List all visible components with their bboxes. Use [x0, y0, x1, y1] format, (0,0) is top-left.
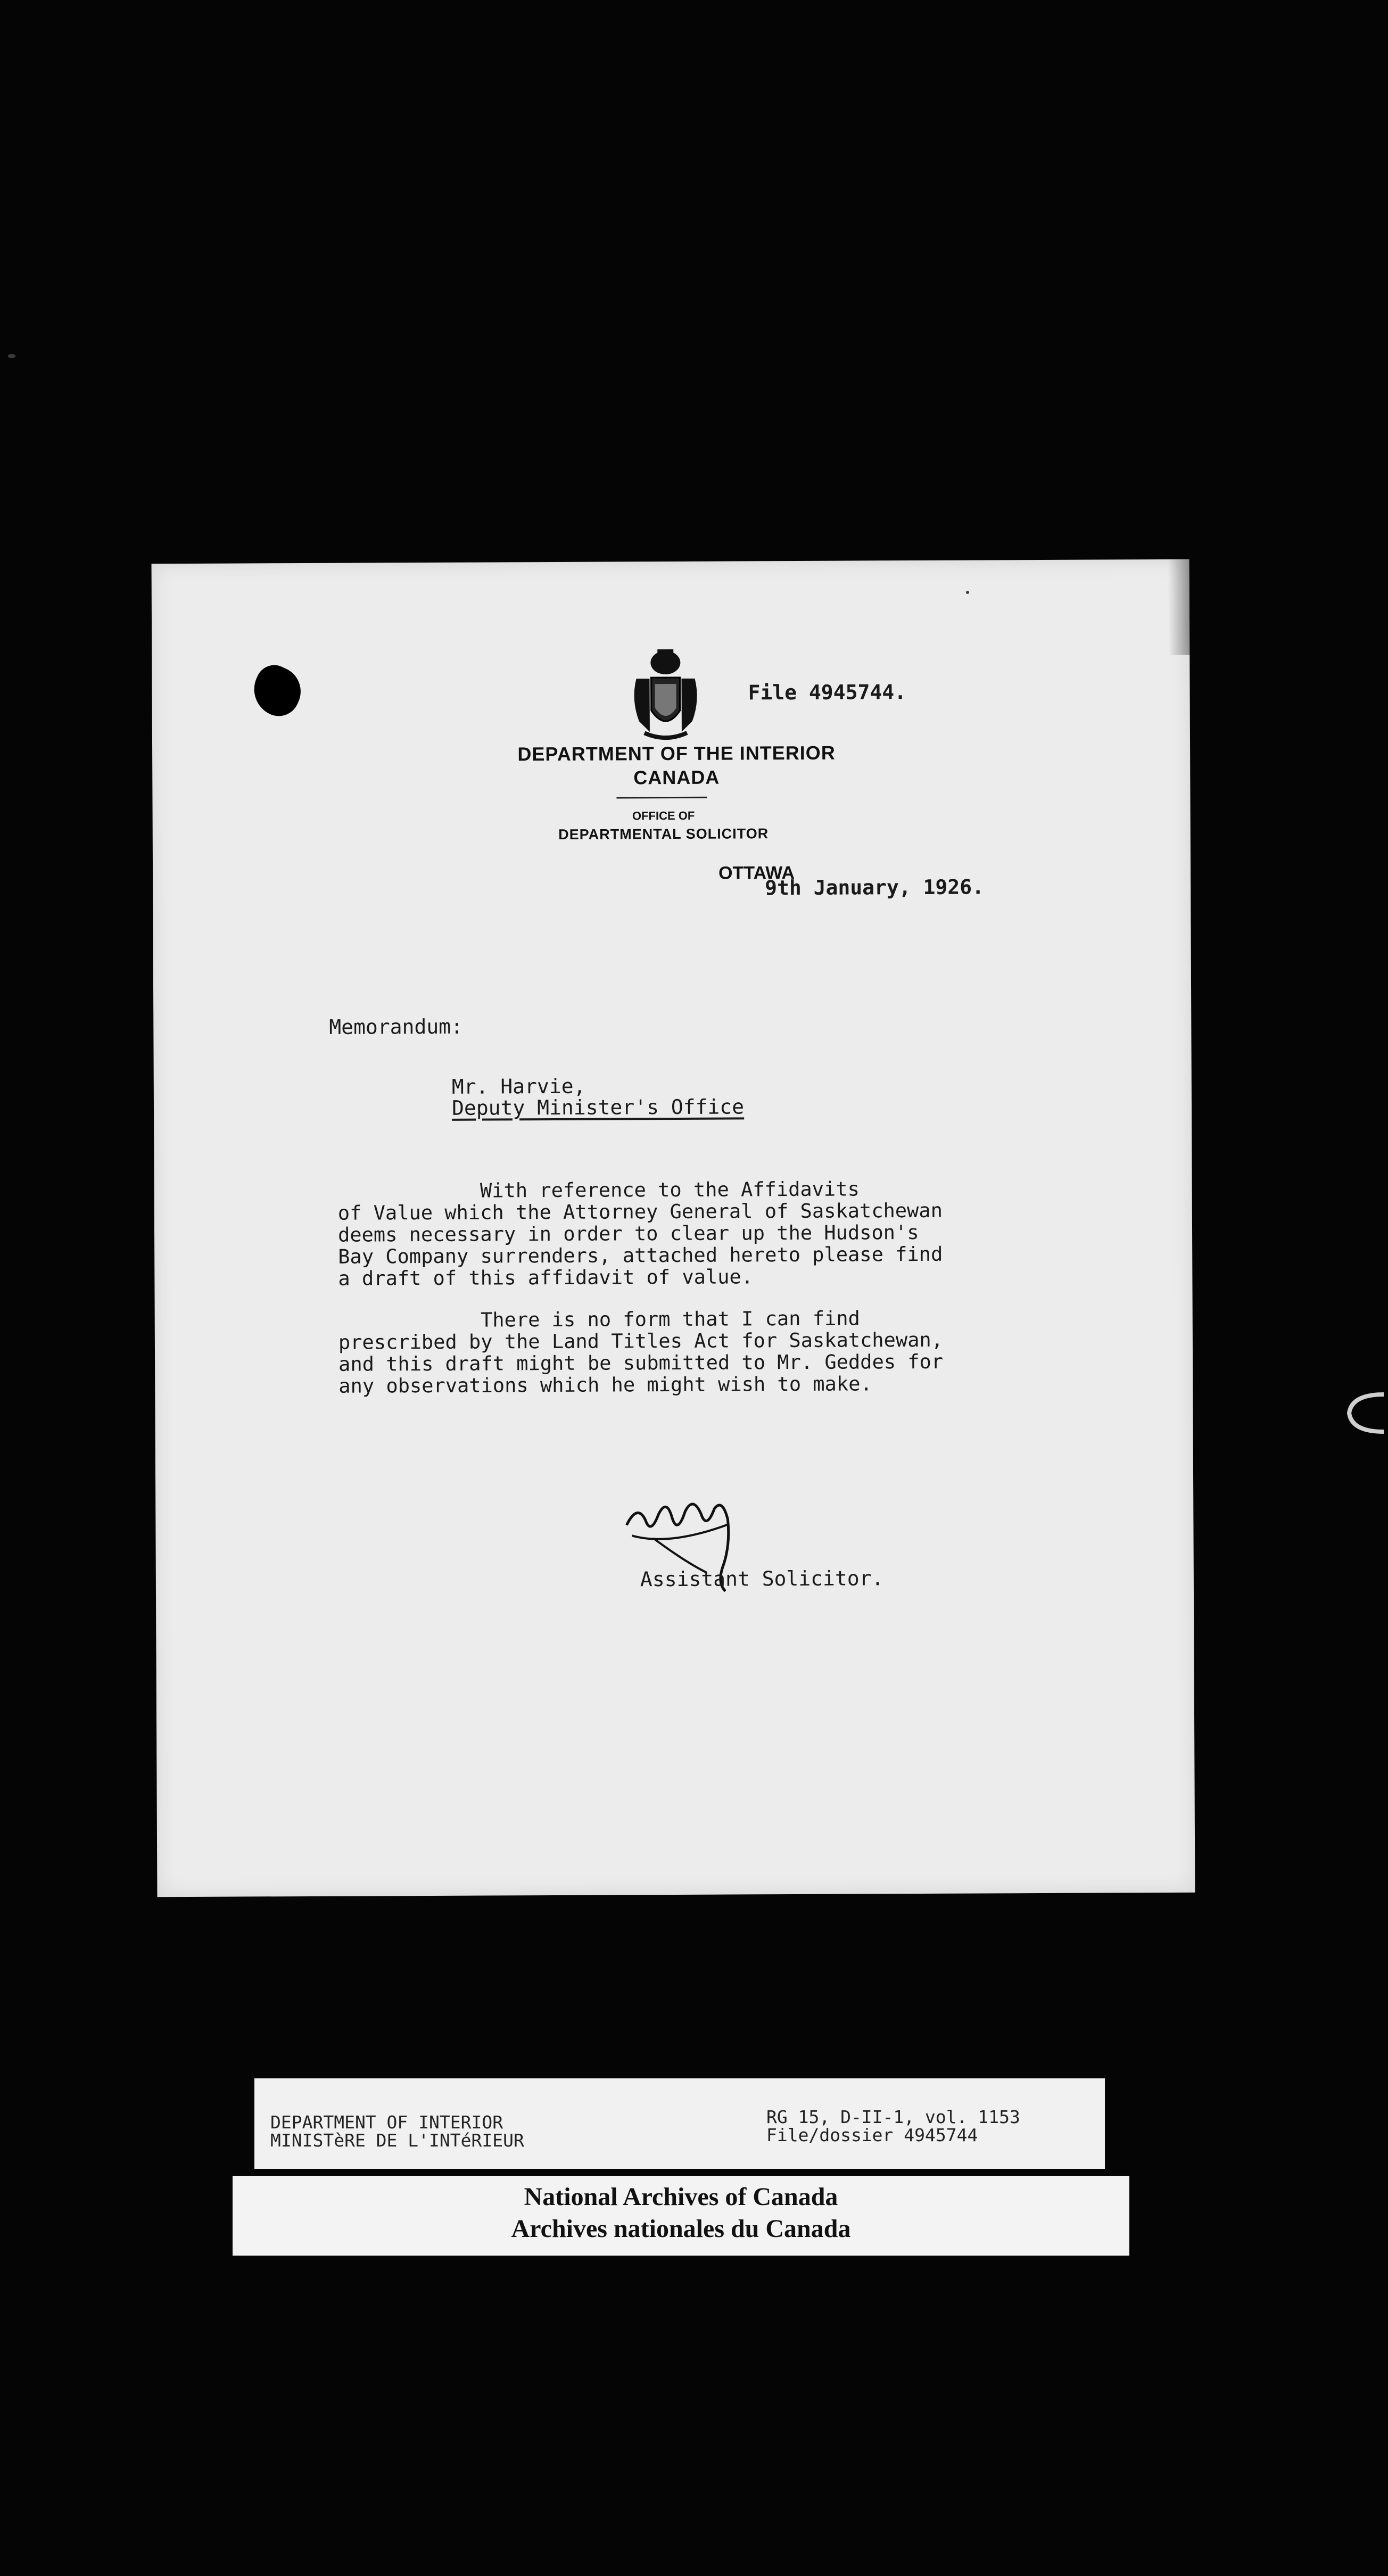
archive-banner-english: National Archives of Canada — [524, 2183, 838, 2211]
archive-label-department-fr: MINISTèRE DE L'INTéRIEUR — [270, 2130, 524, 2151]
binder-clip-edge — [1341, 1389, 1388, 1437]
letter-date: 9th January, 1926. — [765, 875, 985, 900]
scan-speck — [966, 591, 969, 594]
addressee-name: Mr. Harvie, — [451, 1074, 586, 1099]
department-name: DEPARTMENT OF THE INTERIOR — [517, 741, 836, 765]
coat-of-arms-icon — [625, 641, 706, 743]
addressee-office: Deputy Minister's Office — [451, 1095, 745, 1120]
office-of-label: OFFICE OF — [632, 808, 695, 823]
archive-banner-french: Archives nationales du Canada — [511, 2215, 851, 2243]
page-edge-shadow — [1168, 559, 1190, 655]
archive-label-record-group: RG 15, D-II-1, vol. 1153 — [766, 2107, 1020, 2127]
archive-banner — [233, 2176, 1129, 2256]
letter-page — [152, 559, 1195, 1897]
memo-paragraph-1: With reference to the Affidavits of Value which the Attorney General of Saskatchewan deems necessary in order to clear up the Hudson's Bay Company surrenders, attached hereto please find a draft of this affidavit of value. — [337, 1177, 943, 1290]
file-number: File 4945744. — [748, 680, 907, 705]
archive-label-department — [270, 2113, 524, 2150]
archive-label-department-en: DEPARTMENT OF INTERIOR — [270, 2112, 503, 2133]
country-name: CANADA — [633, 766, 720, 789]
memo-paragraph-2: There is no form that I can find prescribed by the Land Titles Act for Saskatchewan, and this draft might be submitted to Mr. Geddes for any observations which he might wish to make. — [338, 1307, 944, 1398]
city: OTTAWA — [718, 862, 795, 884]
archive-label-file: File/dossier 4945744 — [766, 2125, 978, 2145]
archive-reference-label — [254, 2078, 1105, 2169]
office-name: DEPARTMENTAL SOLICITOR — [558, 825, 769, 843]
archive-label-reference — [766, 2108, 1020, 2144]
scan-speck — [8, 354, 15, 358]
memo-heading: Memorandum: — [329, 1014, 464, 1039]
addressee-block — [452, 1075, 744, 1118]
punch-hole — [245, 659, 309, 723]
signature-title: Assistant Solicitor. — [640, 1566, 884, 1591]
letterhead-divider — [616, 797, 707, 799]
